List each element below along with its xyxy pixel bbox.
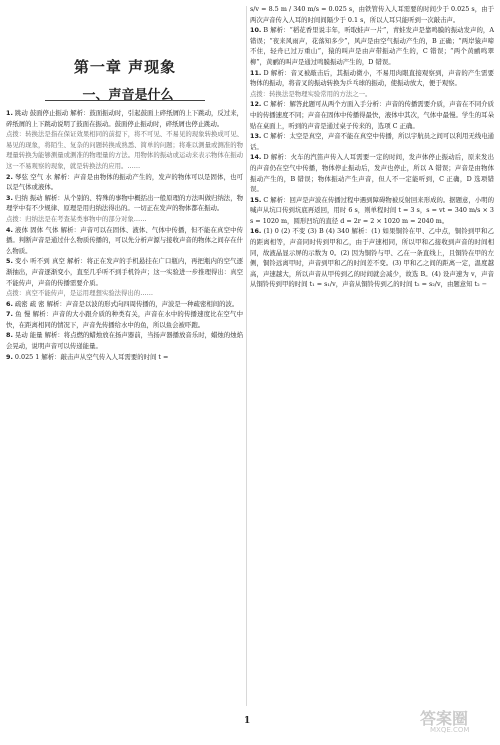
section-divider bbox=[45, 100, 205, 101]
answer-item: 8. 晃动 能量 解析：将点燃的蜡烛放在扬声器前，当扬声器播放音乐时，蜡烛的烛焰会晃动，说明声音可以传递能量。 bbox=[6, 331, 243, 351]
answer-item: 4. 液体 固体 气体 解析：声音可以在固体、液体、气体中传播，但不能在真空中传播。判断声音是通过什么物质传播的，可以先分析声源与接收声音的物体之间存在什么物质。 bbox=[6, 225, 243, 255]
answer-item: s/v = 8.5 m / 340 m/s = 0.025 s，由铁管传入人耳需要的时间少于 0.025 s，由于两次声音传入人耳的时间间隔少于 0.1 s，所以人耳只能听到一次敲击声。 bbox=[250, 5, 494, 24]
answer-item: 5. 变小 听不到 真空 解析：将正在发声的手机悬挂在广口瓶内，再把瓶内的空气逐渐抽出，声音逐渐变小，直至几乎听不到手机铃声；这一实验进一步推理得出：真空不能传声，声音的传播需要介质。 bbox=[6, 257, 243, 287]
answer-item: 2. 琴弦 空气 水 解析：声音是由物体的振动产生的，发声的物体可以是固体，也可以是气体或液体。 bbox=[6, 172, 243, 192]
answer-note: 点拨：归纳法是在考查某类事物中的部分对象…… bbox=[6, 214, 147, 223]
answer-item: 16. (1) 0 (2) 不变 (3) B (4) 340 解析：(1) 如果铜铃在甲、乙中点，铜铃到甲和乙的距离相等，声音同时传到甲和乙，由于声速相同，所以甲和乙接收到声音的时间相同，故液晶显示屏的示数为 0。(2) 因为铜铃与甲、乙在一条直线上，且铜铃在甲的左侧，铜铃远离甲时，声音到甲和乙的时间差不变。(3) 甲和乙之间的距离一定，温度越高，声速越大，所以声音从甲传到乙的时间就会减少，故选 B。(4) 设声速为 v，声音从铜铃传到甲的时间 t₁ = s₁/v，声音从铜铃传到乙的时间 t₂ = s₂/v，由题意知 t₂ − bbox=[250, 227, 494, 289]
page-number: 1 bbox=[244, 716, 251, 726]
answer-item: 3. 归纳 振动 解析：从个别的、特殊的事物中概括出一般原理的方法叫做归纳法，物理学中有不少规律、原理是用归纳法得出的。一切正在发声的物体都在振动。 bbox=[6, 193, 243, 213]
answer-item: 13. C 解析：太空是真空，声音不能在真空中传播，所以宇航员之间可以利用无线电通话。 bbox=[250, 132, 494, 151]
right-column bbox=[250, 4, 494, 290]
column-divider bbox=[246, 6, 247, 706]
answer-item: 1. 跳动 鼓面停止振动 解析：鼓面振动时，引起鼓面上碎纸屑的上下跳动，反过来，碎纸屑的上下跳动说明了鼓面在振动。鼓面停止振动时，碎纸屑也停止跳动。 bbox=[6, 109, 243, 128]
watermark-logo bbox=[420, 706, 494, 736]
answer-item: 11. D 解析：音叉被敲击后，其振动微小，不易用肉眼直接观察到，声音的产生需要物体的振动，将音叉的振动转换为乒乓球的振动，使振动放大，便于观察。 bbox=[250, 68, 494, 88]
answer-note: 点拨：真空不能传声，是运用理想实验法得出的…… bbox=[6, 289, 153, 298]
answer-item: 10. B 解析：“稻花香里说丰年，听取蛙声一片”，青蛙发声是靠鸣膜的振动发声的，A 错误；“夜来风雨声，花落知多少”，风声是由空气振动产生的，B 正确；“两岸猿声啼不住，轻舟已过万重山”，猿的叫声是由声带振动产生的，C 错误；“两个黄鹂鸣翠柳”，黄鹂的叫声是通过鸣膜振动产生的，D 错误。 bbox=[250, 26, 494, 66]
answer-item: 14. D 解析：火车的汽笛声传入人耳需要一定的时间，发声体停止振动后，原来发出的声音仍在空气中传播，物体停止振动后，发声也停止，所以 A 错误；声音是由物体振动产生的，B 错误；物体振动产生声音，但人不一定能听到，C 正确，D 选项错误。 bbox=[250, 153, 494, 194]
answer-item: 12. C 解析：解答此题可从两个方面入手分析：声音的传播需要介质，声音在不同介质中的传播速度不同；声音在固体中传播得最快，液体中其次，气体中最慢。学生的耳朵贴在桌面上，听到的声音是通过桌子传来的，选项 C 正确。 bbox=[250, 100, 494, 130]
answer-item: 6. 疏密 疏 密 解析：声音是以波的形式向四周传播的，声波是一种疏密相间的波。 bbox=[6, 299, 239, 308]
chapter-title: 第一章 声现象 bbox=[73, 58, 177, 76]
watermark-text: 答案圈 bbox=[420, 709, 469, 728]
answer-item: 15. C 解析：回声是声波在传播过程中遇到障碍物被反射回来形成的。据题意，小明的喊声从坑口传到坑底再返回，用时 6 s，则单程时间 t = 3 s，s = vt = 340 m/s × 3 s = 1020 m，圆形凹坑的直径 d = 2r = 2 × 1020 m = 2040 m。 bbox=[250, 195, 494, 225]
watermark-subtext: MXQE.COM bbox=[430, 726, 470, 734]
answer-item: 7. 鱼 慢 解析：声音的大小跟介质的种类有关，声音在水中的传播速度比在空气中快，在距离相同的情况下，声音先传播给水中的鱼，所以鱼会被吓跑。 bbox=[6, 310, 243, 329]
left-column bbox=[6, 108, 243, 362]
answer-note: 点拨：转换法是物理实验常用的方法之一。 bbox=[250, 89, 372, 98]
answer-item: 9. 0.025 1 解析：敲击声从空气传入人耳需要的时间 t = bbox=[6, 352, 169, 361]
answer-note: 点拨：转换法是指在保证效果相同的前提下，将不可见、不易见的现象转换成可见、易见的现象，将陌生、复杂的问题转换成熟悉、简单的问题；将难以测量或测准的物理量转换为能够测量或测准的物理量的方法。用物体的振动或运动来表示物体在振动这一不易观察的现象，就是转换法的应用。…… bbox=[6, 130, 243, 170]
section-title: 一、声音是什么 bbox=[82, 88, 174, 103]
